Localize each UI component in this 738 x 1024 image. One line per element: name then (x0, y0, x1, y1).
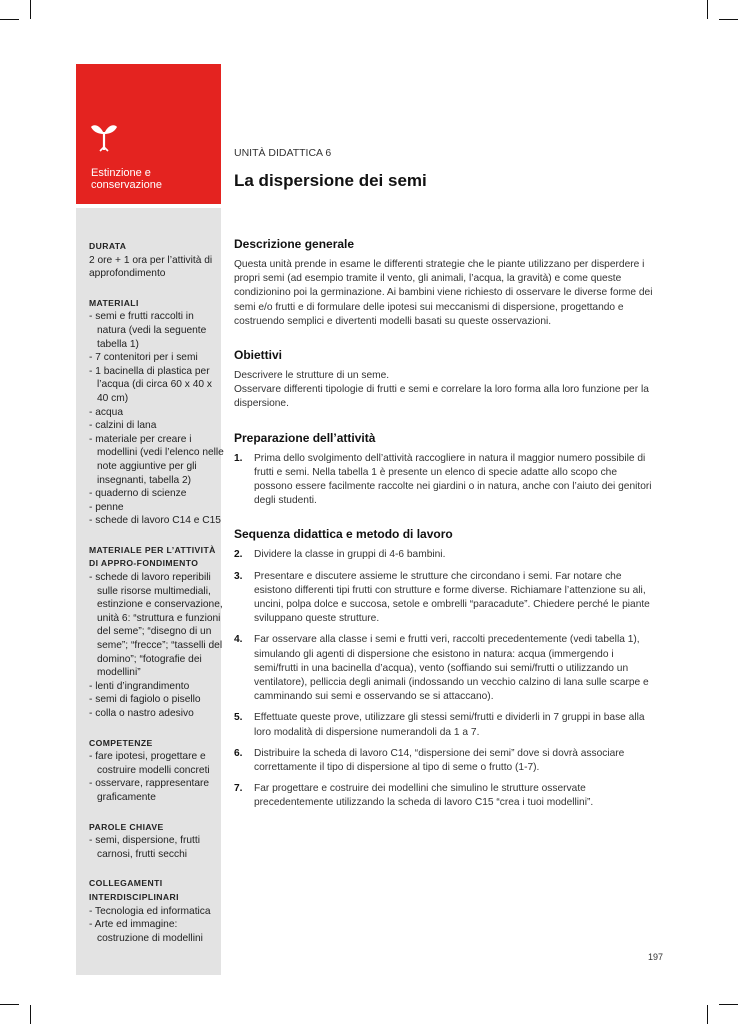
step-text: Dividere la classe in gruppi di 4-6 bambini. (254, 549, 446, 561)
step-text: Prima dello svolgimento dell’attività raccogliere in natura il maggior numero possibile di frutti e semi. Nella tabella 1 è presente un elenco di specie adatte allo scopo che possono essere facilmente raccolte nei giardini o in natura, anche con l’aiuto dei genitori degli studenti. (254, 452, 652, 507)
step-number: 6. (234, 747, 243, 759)
crop-mark (0, 1004, 19, 1005)
sidebar-item: - 7 contenitori per i semi (89, 352, 198, 364)
step-list (234, 548, 656, 810)
category-label: Estinzione e conservazione (91, 167, 162, 191)
step-text: Distribuire la scheda di lavoro C14, “dispersione dei semi” dove si dovrà associare correttamente il tipo di dispersione al tipo di seme o frutto (1-7). (254, 747, 625, 774)
list-item (234, 452, 656, 509)
sidebar-item: - penne (89, 501, 124, 513)
main-content (234, 236, 656, 829)
step-number: 7. (234, 783, 243, 795)
sidebar-item: - semi e frutti raccolti in natura (vedi la seguente tabella 1) (89, 311, 207, 350)
sidebar-item: - semi, dispersione, frutti carnosi, frutti secchi (89, 835, 200, 860)
step-number: 3. (234, 570, 243, 582)
sidebar-item: 2 ore + 1 ora per l’attività di approfondimento (89, 254, 213, 280)
sidebar-section-parole-chiave (89, 821, 225, 862)
crop-mark (30, 0, 31, 19)
sidebar-item: - calzini di lana (89, 420, 157, 432)
sidebar-section-approfondimento (89, 544, 225, 721)
sidebar-item: - Arte ed immagine: costruzione di modellini (89, 919, 203, 944)
step-text: Presentare e discutere assieme le strutture che circondano i semi. Far notare che esistono differenti tipi frutti con strutture e forme diverse. Richiamare l’attenzione su ali, uncini, polpa dolce e succosa, setole e ombrelli “paracadute”. Chiedere perché le piante sviluppano queste strutture. (254, 570, 650, 625)
sidebar-item: - 1 bacinella di plastica per l’acqua (di circa 60 x 40 x 40 cm) (89, 365, 212, 404)
section-line: Descrivere le strutture di un seme. (234, 370, 390, 382)
sidebar-section-competenze (89, 737, 225, 805)
sidebar-item: - schede di lavoro C14 e C15 (89, 515, 221, 527)
sidebar-item: - acqua (89, 406, 123, 418)
list-item (234, 747, 656, 775)
step-text: Effettuate queste prove, utilizzare gli stessi semi/frutti e dividerli in 7 gruppi in base alla loro modalità di dispersione numerandoli da 1 a 7. (254, 712, 645, 738)
sidebar-section-materiali (89, 297, 225, 528)
page-number: 197 (648, 952, 664, 962)
section-text: Questa unità prende in esame le differenti strategie che le piante utilizzano per disperdere i propri semi (ad esempio tramite il vento, gli animali, l’acqua, la gravità) e come queste condizionino poi la germinazione. Ai bambini viene richiesto di osservare le diverse forme dei semi e/o frutti e di formulare delle ipotesi sui meccanismi di dispersione, progettando e costruendo semplici e divertenti modelli basati su queste osservazioni. (234, 259, 653, 327)
sidebar-item: - quaderno di scienze (89, 488, 187, 500)
sidebar-heading: COMPETENZE (89, 737, 153, 748)
step-number: 5. (234, 712, 243, 724)
list-item (234, 782, 656, 810)
crop-mark (719, 19, 738, 20)
page-title: La dispersione dei semi (234, 171, 427, 190)
unit-label: UNITÀ DIDATTICA 6 (234, 147, 332, 159)
section-line: Osservare differenti tipologie di frutti e semi e correlare la loro forma alla loro funzione per la dispersione. (234, 384, 649, 410)
step-list (234, 452, 656, 509)
sidebar-item: - materiale per creare i modellini (vedi l’elenco nelle note aggiuntive per gli insegnanti, tabella 2) (89, 433, 224, 486)
crop-mark (707, 0, 708, 19)
step-number: 2. (234, 549, 243, 561)
list-item (234, 711, 656, 739)
sidebar-item: - colla o nastro adesivo (89, 708, 194, 719)
sidebar-item: - osservare, rappresentare graficamente (89, 778, 210, 803)
sidebar-section-durata (89, 240, 225, 281)
list-item (234, 548, 656, 562)
crop-mark (707, 1005, 708, 1024)
sidebar-heading: DURATA (89, 241, 127, 251)
list-item (234, 570, 656, 627)
section-obiettivi (234, 347, 656, 412)
sidebar-item: - semi di fagiolo o pisello (89, 694, 201, 706)
list-item (234, 633, 656, 704)
step-text: Far progettare e costruire dei modellini che simulino le strutture osservate precedentemente utilizzando la scheda di lavoro C15 “crea i tuoi modellini”. (254, 783, 594, 809)
sidebar (89, 240, 225, 961)
crop-mark (30, 1005, 31, 1024)
sidebar-heading: MATERIALI (89, 297, 139, 308)
sidebar-item: - lenti d’ingrandimento (89, 680, 190, 692)
sidebar-section-collegamenti (89, 877, 225, 945)
crop-mark (0, 19, 19, 20)
section-heading: Preparazione dell’attività (234, 430, 376, 445)
category-box (76, 64, 221, 204)
section-heading: Obiettivi (234, 348, 283, 363)
crop-mark (719, 1004, 738, 1005)
sprout-icon (90, 118, 118, 157)
step-number: 4. (234, 634, 243, 646)
section-descrizione (234, 236, 656, 329)
section-preparazione (234, 430, 656, 509)
step-number: 1. (234, 452, 243, 464)
section-sequenza (234, 526, 656, 810)
sidebar-heading: COLLEGAMENTI INTERDISCIPLINARI (89, 878, 179, 902)
sidebar-item: - Tecnologia ed informatica (89, 905, 211, 917)
section-heading: Sequenza didattica e metodo di lavoro (234, 527, 453, 542)
section-heading: Descrizione generale (234, 237, 355, 251)
step-text: Far osservare alla classe i semi e frutti veri, raccolti precedentemente (vedi tabella 1), simulando gli agenti di dispersione che esistono in natura: acqua (immergendo i semi/frutti in una bacinella d’acqua), vento (soffiando sui semi/frutti o utilizzando un ventilatore), pelliccia degli animali (indossando un vecchio calzino di lana sulle scarpe e camminando sui semi e osservando se si attaccano). (254, 634, 649, 703)
sidebar-heading: MATERIALE PER L’ATTIVITÀ DI APPRO-FONDIMENTO (89, 544, 216, 569)
sidebar-item: - schede di lavoro reperibili sulle risorse multimediali, estinzione e conservazione, unità 6: “struttura e funzioni del seme”; “disegno di un seme”; “frecce”; “tasselli del domino”; “fotografie dei modellini” (89, 572, 223, 679)
sidebar-heading: PAROLE CHIAVE (89, 821, 164, 832)
sidebar-item: - fare ipotesi, progettare e costruire modelli concreti (89, 751, 210, 776)
